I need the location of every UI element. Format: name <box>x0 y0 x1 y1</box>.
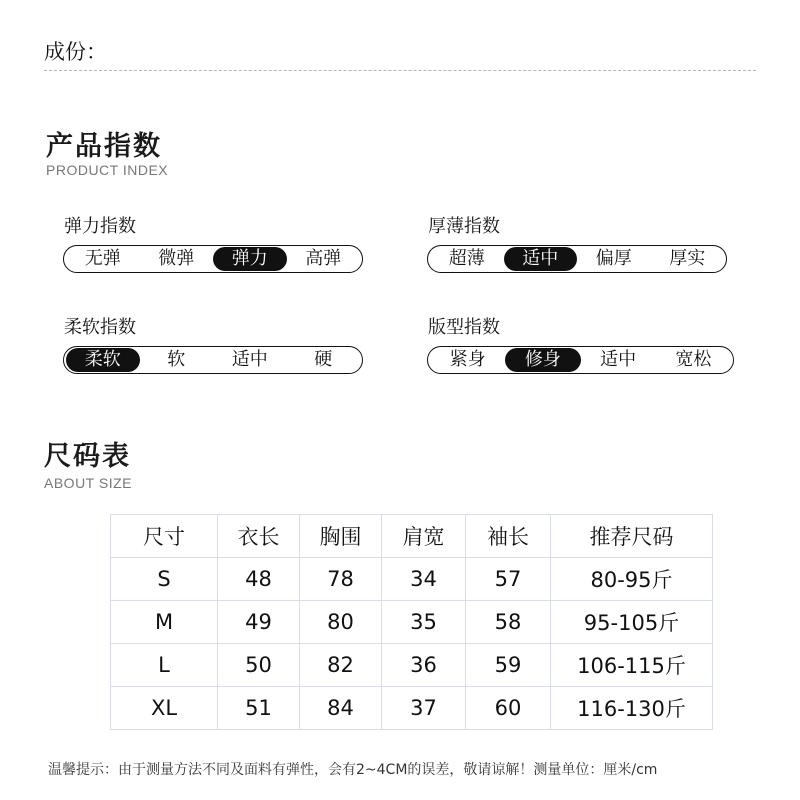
index-pill-fit <box>427 346 734 374</box>
table-cell: M <box>111 601 218 644</box>
size-chart-title: 尺码表 <box>44 441 131 472</box>
index-option-selected: 适中 <box>504 247 578 271</box>
table-row <box>111 601 713 644</box>
index-title-fit: 版型指数 <box>428 317 500 338</box>
index-title-elasticity: 弹力指数 <box>64 216 136 237</box>
header-cell: 衣长 <box>218 515 300 558</box>
header-cell: 推荐尺码 <box>551 515 713 558</box>
table-header-row <box>111 515 713 558</box>
table-cell: 60 <box>466 687 551 730</box>
index-option: 软 <box>167 349 186 370</box>
index-option: 厚实 <box>669 248 706 269</box>
product-index-title: 产品指数 <box>46 131 162 162</box>
table-cell: 57 <box>466 558 551 601</box>
header-cell: 尺寸 <box>111 515 218 558</box>
table-cell: 49 <box>218 601 300 644</box>
index-pill-softness <box>63 346 363 374</box>
index-option: 微弹 <box>158 248 195 269</box>
table-cell: 34 <box>382 558 466 601</box>
index-option-selected: 修身 <box>505 348 580 372</box>
index-option: 紧身 <box>449 349 486 370</box>
index-option: 宽松 <box>675 349 712 370</box>
table-cell: 116-130斤 <box>551 687 713 730</box>
index-pill-thickness <box>427 245 727 273</box>
index-option: 超薄 <box>448 248 485 269</box>
table-cell: XL <box>111 687 218 730</box>
index-option: 无弹 <box>84 248 121 269</box>
header-cell: 胸围 <box>300 515 382 558</box>
composition-label: 成份： <box>44 40 107 64</box>
dashed-divider <box>44 70 756 71</box>
index-option-selected: 柔软 <box>66 348 140 372</box>
index-title-thickness: 厚薄指数 <box>428 216 500 237</box>
table-cell: 50 <box>218 644 300 687</box>
table-cell: 80-95斤 <box>551 558 713 601</box>
table-cell: 82 <box>300 644 382 687</box>
index-pill-elasticity <box>63 245 363 273</box>
size-chart-subtitle: ABOUT SIZE <box>44 475 132 491</box>
table-cell: L <box>111 644 218 687</box>
table-cell: 36 <box>382 644 466 687</box>
index-option: 适中 <box>600 349 637 370</box>
index-option: 高弹 <box>305 248 342 269</box>
table-cell: 106-115斤 <box>551 644 713 687</box>
index-option-selected: 弹力 <box>213 247 287 271</box>
index-option: 适中 <box>231 349 268 370</box>
table-cell: 58 <box>466 601 551 644</box>
table-cell: 59 <box>466 644 551 687</box>
table-cell: 51 <box>218 687 300 730</box>
measurement-note: 温馨提示：由于测量方法不同及面料有弹性，会有2~4CM的误差，敬请谅解！测量单位：厘米/cm <box>48 762 658 778</box>
index-option: 硬 <box>314 349 333 370</box>
header-cell: 袖长 <box>466 515 551 558</box>
table-cell: 80 <box>300 601 382 644</box>
table-cell: S <box>111 558 218 601</box>
index-title-softness: 柔软指数 <box>64 317 136 338</box>
table-cell: 37 <box>382 687 466 730</box>
index-option: 偏厚 <box>595 248 632 269</box>
table-cell: 78 <box>300 558 382 601</box>
table-cell: 35 <box>382 601 466 644</box>
table-cell: 84 <box>300 687 382 730</box>
size-table <box>110 514 713 730</box>
header-cell: 肩宽 <box>382 515 466 558</box>
table-row <box>111 687 713 730</box>
table-cell: 95-105斤 <box>551 601 713 644</box>
table-row <box>111 644 713 687</box>
product-index-subtitle: PRODUCT INDEX <box>46 162 169 178</box>
table-cell: 48 <box>218 558 300 601</box>
table-row <box>111 558 713 601</box>
